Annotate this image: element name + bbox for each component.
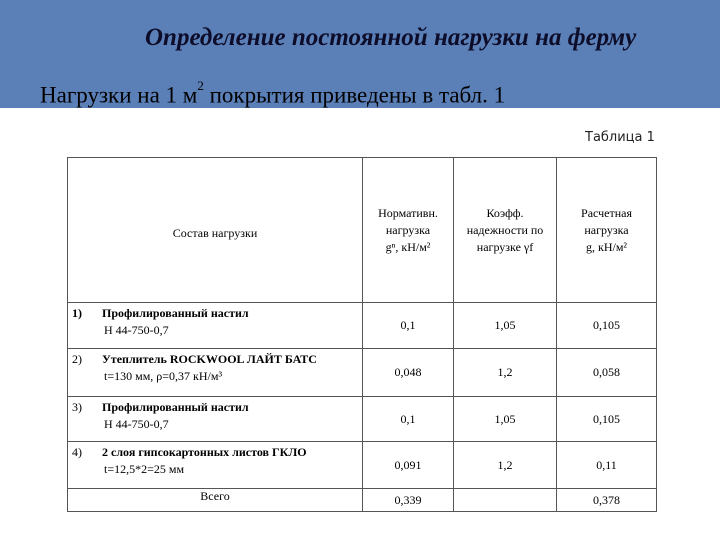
- table-row: [68, 349, 657, 397]
- row-1-detail: Н 44-750-0,7: [104, 323, 169, 337]
- total-label: Всего: [68, 489, 363, 512]
- row-3-label: [68, 397, 363, 442]
- row-3-normative: 0,1: [363, 397, 454, 442]
- header-composition: [68, 158, 363, 303]
- subtitle-superscript: 2: [197, 78, 204, 93]
- row-2-design: 0,058: [557, 349, 657, 397]
- row-4-coefficient: 1,2: [454, 442, 557, 489]
- total-coefficient: [454, 489, 557, 512]
- table-caption: Таблица 1: [585, 130, 655, 145]
- subtitle-text-start: Нагрузки на 1 м: [40, 82, 198, 108]
- row-2-normative: 0,048: [363, 349, 454, 397]
- table-total-row: [68, 489, 657, 512]
- row-2-number: 2): [72, 352, 82, 366]
- header-coefficient-line3: нагрузке γf: [476, 239, 534, 254]
- total-design: 0,378: [557, 489, 657, 512]
- total-normative: 0,339: [363, 489, 454, 512]
- row-4-design: 0,11: [557, 442, 657, 489]
- row-3-design: 0,105: [557, 397, 657, 442]
- row-1-normative: 0,1: [363, 303, 454, 349]
- row-2-coefficient: 1,2: [454, 349, 557, 397]
- header-normative-line2: нагрузка: [385, 222, 431, 237]
- row-3-name: Профилированный настил: [102, 400, 249, 414]
- row-2-label: [68, 349, 363, 397]
- header-normative-line3: gⁿ, кН/м²: [385, 239, 431, 254]
- row-4-label: [68, 442, 363, 489]
- row-1-name: Профилированный настил: [102, 306, 249, 320]
- header-normative-line1: Нормативн.: [378, 205, 438, 220]
- header-design: [557, 158, 657, 303]
- header-composition-label: Состав нагрузки: [172, 225, 258, 240]
- row-1-coefficient: 1,05: [454, 303, 557, 349]
- row-4-detail: t=12,5*2=25 мм: [104, 462, 185, 476]
- table-row: [68, 442, 657, 489]
- row-2-name: Утеплитель ROCKWOOL ЛАЙТ БАТС: [102, 352, 317, 366]
- row-3-detail: Н 44-750-0,7: [104, 417, 169, 431]
- header-coefficient-line1: Коэфф.: [486, 205, 524, 220]
- row-4-name: 2 слоя гипсокартонных листов ГКЛО: [102, 445, 307, 459]
- header-design-line1: Расчетная: [581, 205, 632, 220]
- header-design-line2: нагрузка: [584, 222, 629, 237]
- header-normative: [363, 158, 454, 303]
- row-1-number: 1): [72, 306, 82, 320]
- header-coefficient: [454, 158, 557, 303]
- slide-title: Определение постоянной нагрузки на ферму: [145, 24, 637, 51]
- table-header-row: [68, 158, 657, 303]
- row-1-design: 0,105: [557, 303, 657, 349]
- row-4-number: 4): [72, 445, 82, 459]
- subtitle-text-end: покрытия приведены в табл. 1: [203, 82, 506, 108]
- row-2-detail: t=130 мм, ρ=0,37 кН/м³: [104, 369, 223, 383]
- header-design-line3: g, кН/м²: [585, 239, 628, 254]
- slide-subtitle: [40, 78, 506, 109]
- row-1-label: [68, 303, 363, 349]
- row-3-number: 3): [72, 400, 82, 414]
- header-coefficient-line2: надежности по: [466, 222, 544, 237]
- row-4-normative: 0,091: [363, 442, 454, 489]
- row-3-coefficient: 1,05: [454, 397, 557, 442]
- table-row: [68, 303, 657, 349]
- table-row: [68, 397, 657, 442]
- load-table: [67, 157, 657, 512]
